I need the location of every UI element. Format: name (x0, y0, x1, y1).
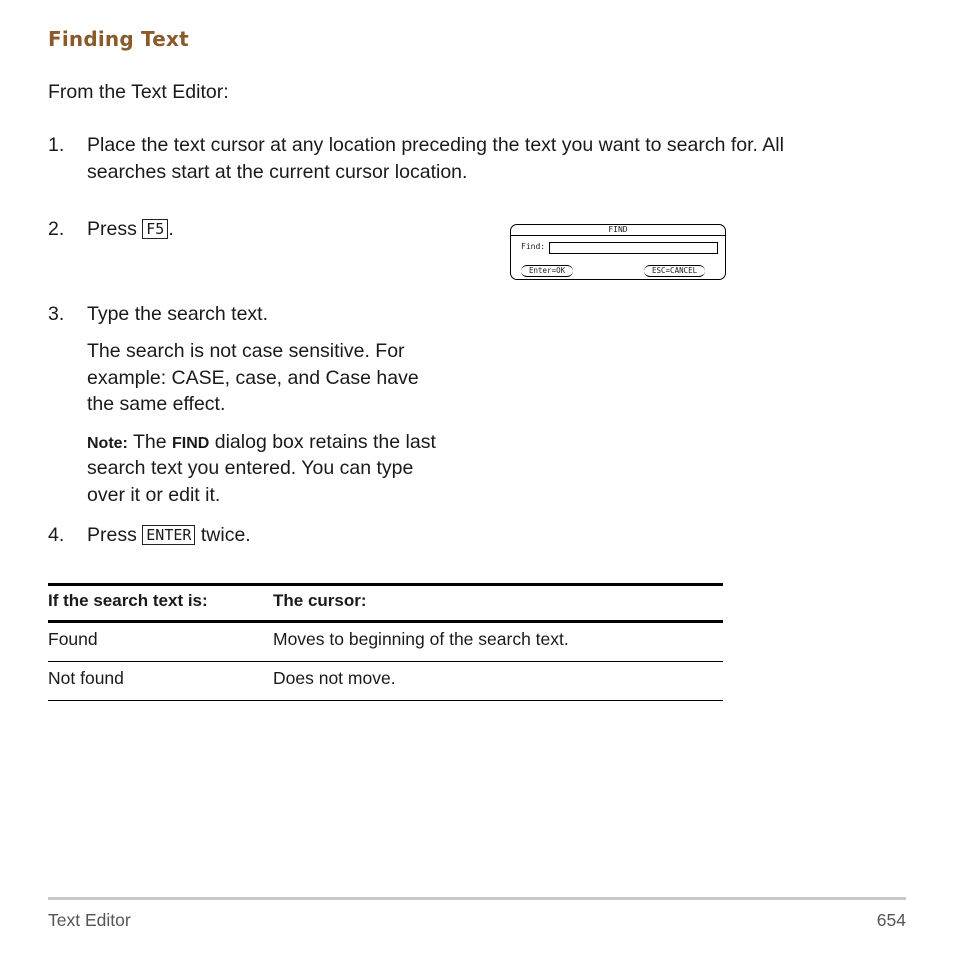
enter-key-icon: ENTER (142, 525, 195, 545)
table-header-row (48, 585, 723, 622)
dialog-find-label: Find: (521, 242, 546, 251)
note-line-2: search text you entered. You can type (87, 457, 414, 479)
step-1-line-2: searches start at the current cursor location. (87, 161, 468, 183)
table-header-cell: The cursor: (273, 585, 723, 622)
dialog-cancel-button: ESC=CANCEL (644, 265, 705, 277)
note-line-3: over it or edit it. (87, 484, 221, 506)
note-text-b: dialog box retains the last (214, 431, 436, 453)
search-result-table (48, 583, 723, 701)
dialog-find-field (549, 242, 718, 254)
table-cell: Found (48, 622, 273, 662)
step-4-text (87, 522, 251, 549)
note-label: Note: (87, 435, 128, 452)
table-cell: Not found (48, 662, 273, 701)
find-dialog-screenshot (510, 224, 726, 280)
case-note-line-3: the same effect. (87, 393, 226, 415)
table-header-cell: If the search text is: (48, 585, 273, 622)
step-4-prefix: Press (87, 524, 137, 546)
dialog-title: FIND (608, 225, 628, 234)
footer-divider (48, 897, 906, 900)
case-note-line-1: The search is not case sensitive. For (87, 340, 405, 362)
case-note-line-2: example: CASE, case, and Case have (87, 367, 419, 389)
step-2-prefix: Press (87, 218, 137, 240)
dialog-title-divider (511, 235, 725, 236)
step-3-number: 3. (48, 303, 65, 325)
table-row (48, 622, 723, 662)
f5-key-icon: F5 (142, 219, 168, 239)
section-heading: Finding Text (48, 27, 189, 51)
step-4-suffix: twice. (200, 524, 251, 546)
note-line-1 (87, 429, 436, 458)
dialog-ok-button: Enter=OK (521, 265, 573, 277)
footer-page-number: 654 (876, 910, 906, 930)
step-3-text: Type the search text. (87, 303, 269, 325)
table-row (48, 662, 723, 701)
step-2-text (87, 216, 174, 243)
step-1-line-1: Place the text cursor at any location preceding the text you want to search for. All (87, 134, 784, 156)
table-cell: Does not move. (273, 662, 723, 701)
step-2-suffix: . (168, 218, 174, 240)
step-1-number: 1. (48, 134, 65, 156)
step-2-number: 2. (48, 218, 65, 240)
note-text-a: The (132, 431, 167, 453)
intro-text: From the Text Editor: (48, 81, 229, 103)
footer-section-name: Text Editor (48, 910, 131, 930)
step-4-number: 4. (48, 524, 65, 546)
note-find-word: FIND (172, 435, 210, 452)
table-cell: Moves to beginning of the search text. (273, 622, 723, 662)
